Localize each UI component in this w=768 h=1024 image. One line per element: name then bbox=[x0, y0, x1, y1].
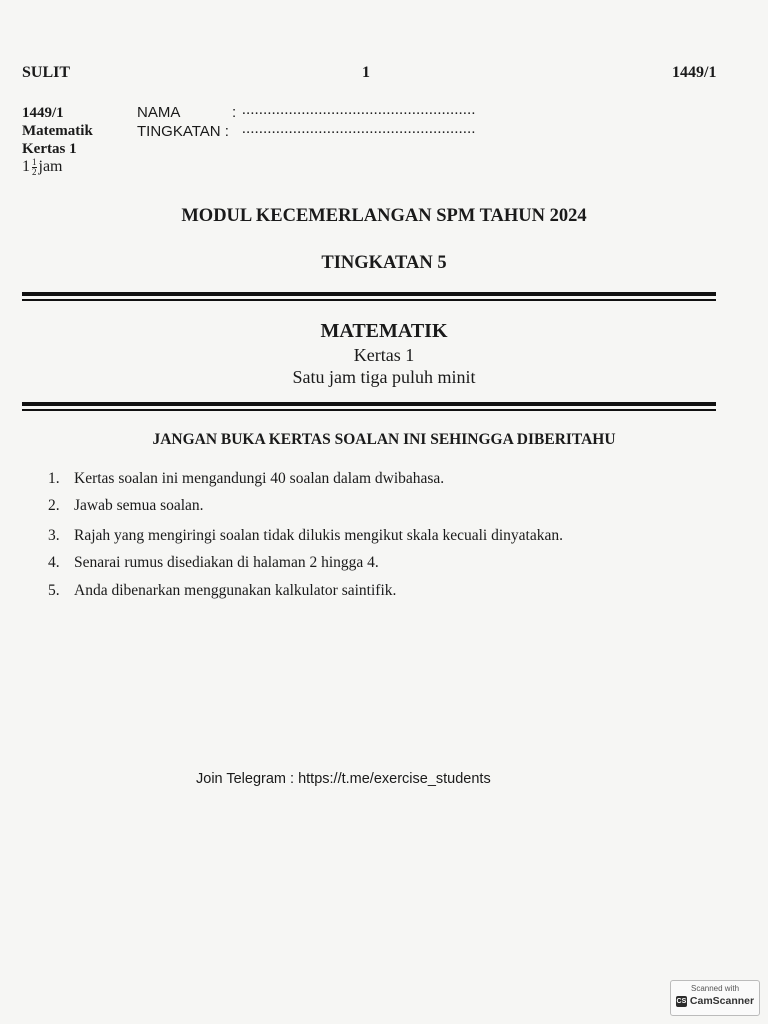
divider-top bbox=[22, 292, 716, 301]
exam-paper: Kertas 1 bbox=[353, 345, 415, 365]
name-label: NAMA bbox=[137, 104, 181, 121]
instruction-item bbox=[48, 470, 444, 488]
form-field-dots: ....................................................... bbox=[242, 121, 476, 137]
instruction-number: 3. bbox=[48, 527, 60, 544]
telegram-note: Join Telegram : https://t.me/exercise_students bbox=[196, 771, 491, 787]
fraction-numerator: 1 bbox=[32, 157, 37, 167]
warning-text: JANGAN BUKA KERTAS SOALAN INI SEHINGGA DIBERITAHU bbox=[152, 431, 616, 448]
instruction-text: Kertas soalan ini mengandungi 40 soalan dalam dwibahasa. bbox=[74, 470, 445, 487]
module-title: MODUL KECEMERLANGAN SPM TAHUN 2024 bbox=[181, 206, 587, 226]
duration-whole: 1 bbox=[22, 158, 30, 176]
header-right-code: 1449/1 bbox=[672, 64, 717, 81]
header-left-label: SULIT bbox=[22, 64, 71, 81]
watermark-brand-name: CamScanner bbox=[689, 995, 755, 1007]
instruction-number: 4. bbox=[48, 554, 60, 571]
instruction-text: Jawab semua soalan. bbox=[74, 497, 204, 514]
duration-fraction bbox=[32, 158, 37, 177]
instruction-text: Rajah yang mengiringi soalan tidak dilukis mengikut skala kecuali dinyatakan. bbox=[74, 527, 563, 544]
instruction-item bbox=[48, 527, 563, 545]
instruction-item bbox=[48, 497, 204, 515]
paper-meta bbox=[22, 104, 93, 177]
instruction-number: 2. bbox=[48, 497, 60, 514]
duration-unit: jam bbox=[38, 158, 63, 176]
form-label: TINGKATAN : bbox=[137, 123, 229, 140]
watermark-brand bbox=[671, 995, 759, 1007]
watermark-caption: Scanned with bbox=[690, 984, 740, 993]
paper-number: Kertas 1 bbox=[22, 141, 77, 157]
paper-code: 1449/1 bbox=[22, 105, 64, 121]
page-number: 1 bbox=[362, 64, 370, 81]
camscanner-watermark bbox=[670, 980, 760, 1016]
paper-subject: Matematik bbox=[22, 123, 93, 139]
name-field-dots: ....................................................... bbox=[242, 102, 476, 118]
instruction-item bbox=[48, 554, 379, 572]
name-separator: : bbox=[232, 104, 237, 121]
instruction-item bbox=[48, 582, 396, 600]
instruction-text: Anda dibenarkan menggunakan kalkulator saintifik. bbox=[74, 582, 397, 599]
instruction-number: 5. bbox=[48, 582, 60, 599]
paper-duration bbox=[22, 158, 93, 177]
camscanner-icon: CS bbox=[676, 997, 687, 1005]
form-title: TINGKATAN 5 bbox=[321, 253, 447, 273]
exam-time: Satu jam tiga puluh minit bbox=[292, 367, 476, 387]
instruction-number: 1. bbox=[48, 470, 60, 487]
fraction-denominator: 2 bbox=[32, 167, 37, 177]
exam-subject: MATEMATIK bbox=[320, 320, 448, 342]
divider-bottom bbox=[22, 402, 716, 411]
instruction-text: Senarai rumus disediakan di halaman 2 hingga 4. bbox=[74, 554, 379, 571]
